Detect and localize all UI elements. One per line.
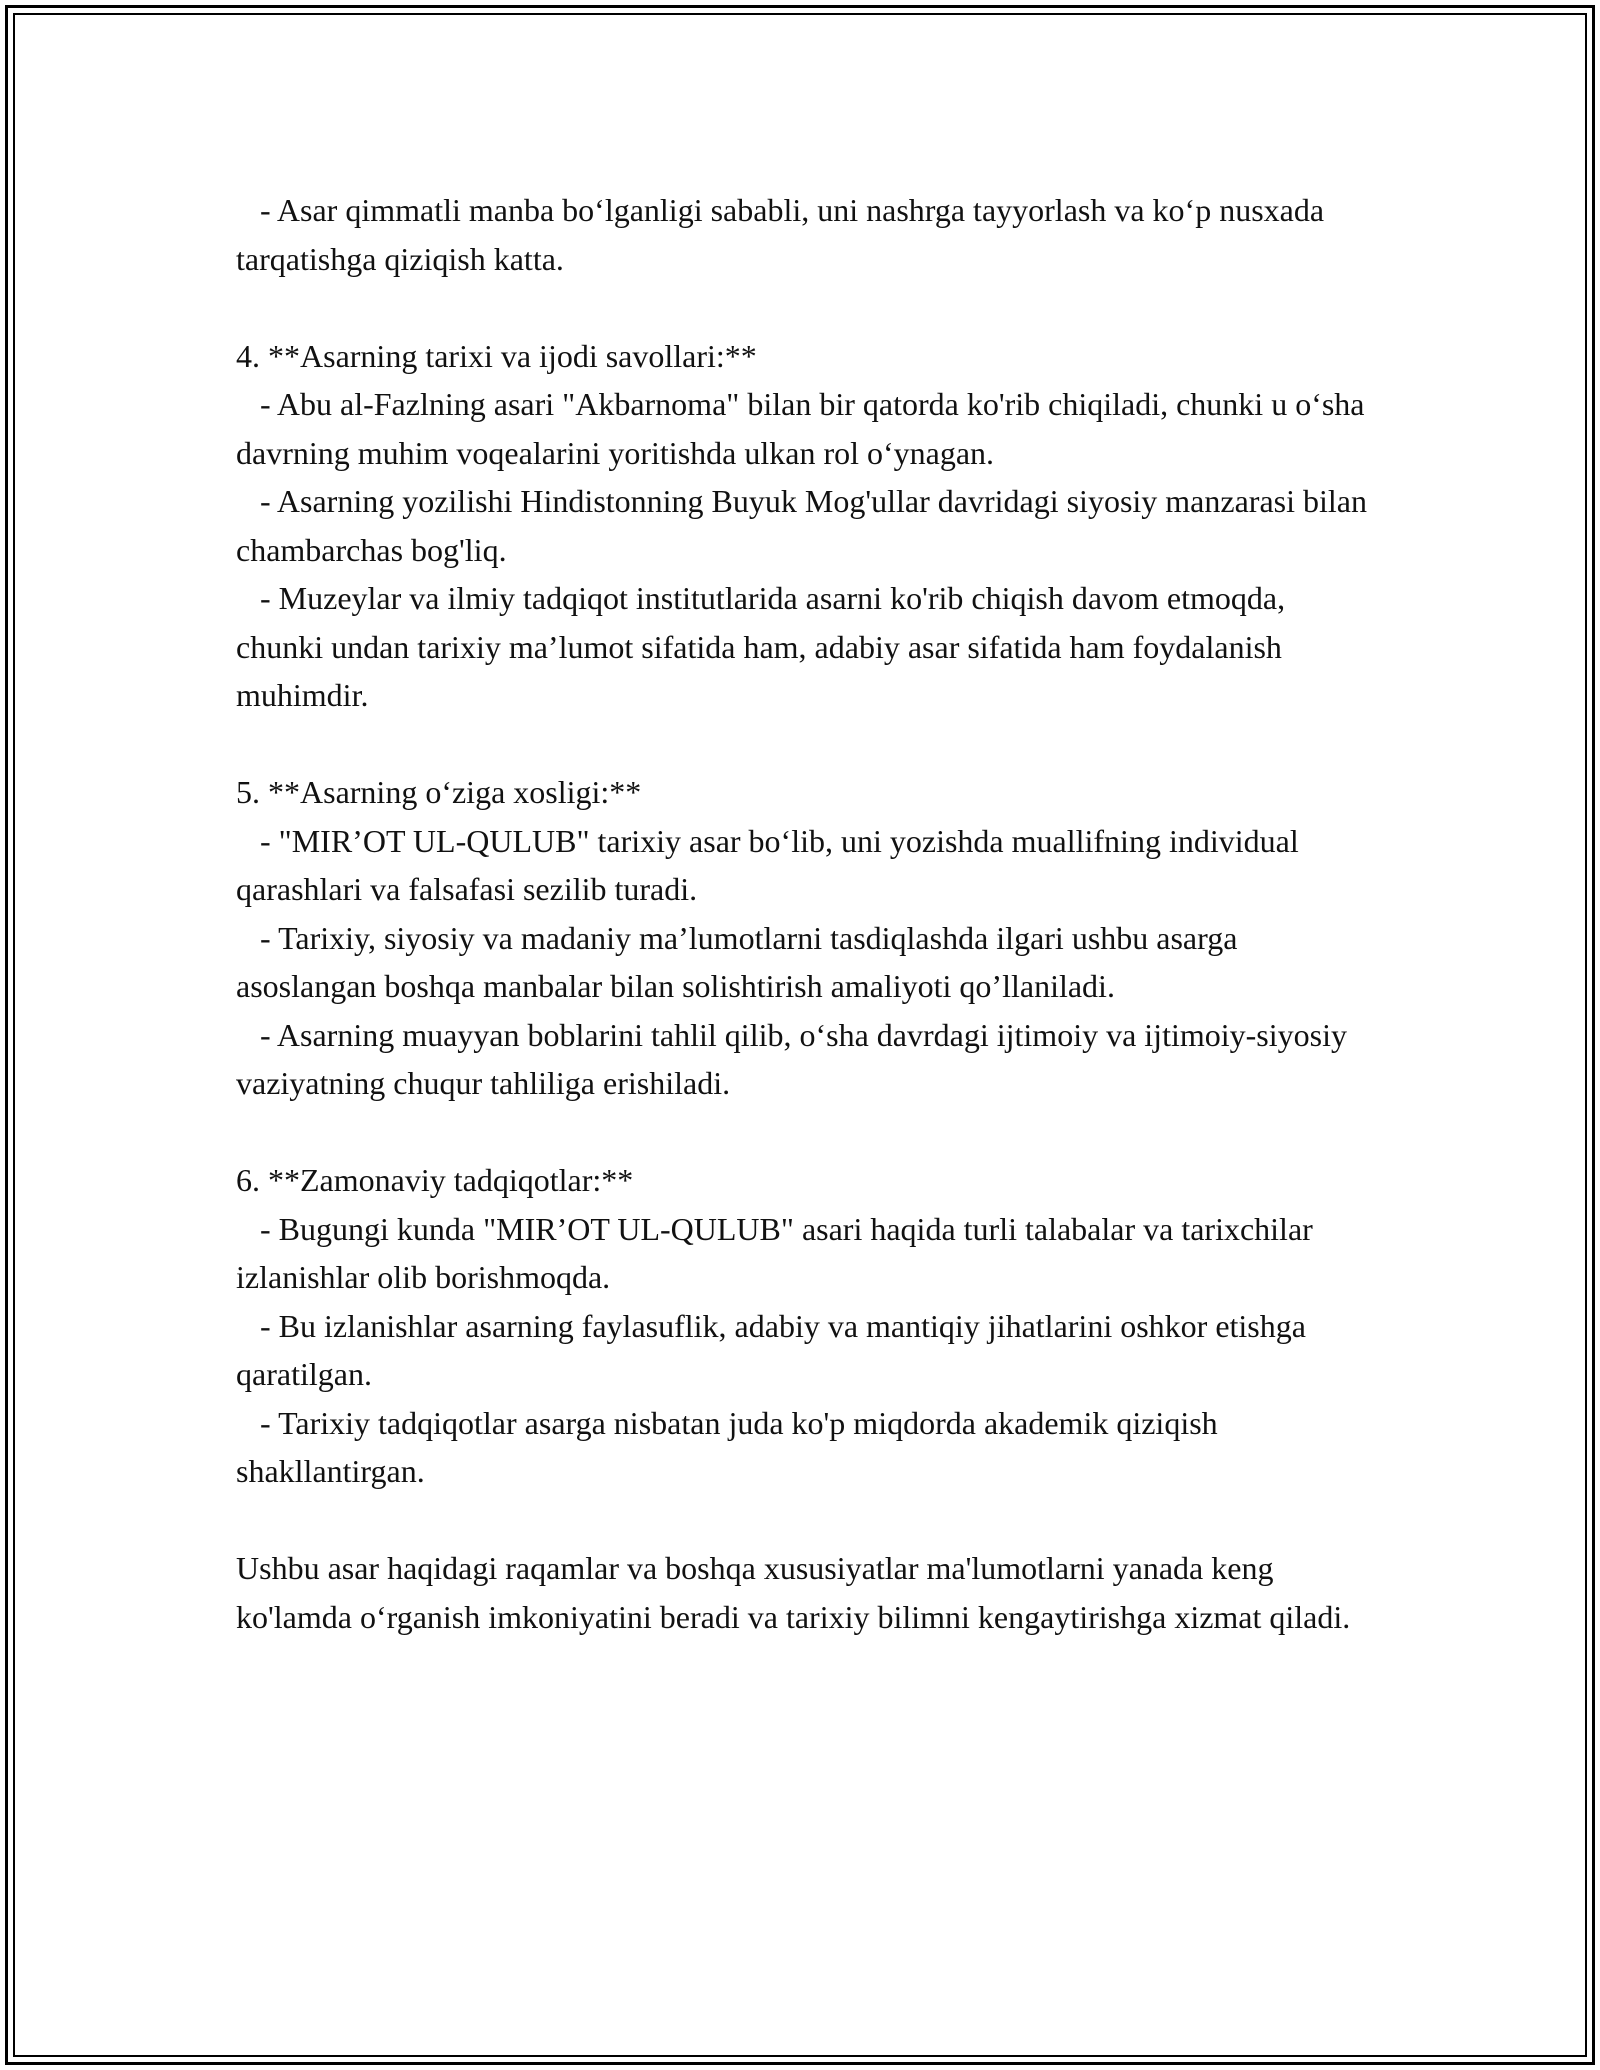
- bullet-item: - Bu izlanishlar asarning faylasuflik, adabiy va mantiqiy jihatlarini oshkor etishga qaratilgan.: [236, 1307, 1314, 1392]
- bullet-item: - "MIR’OT UL-QULUB" tarixiy asar bo‘lib, uni yozishda muallifning individual qarashlari va falsafasi sezilib turadi.: [236, 822, 1307, 907]
- section-4: [236, 332, 1376, 720]
- bullet-item: - Muzeylar va ilmiy tadqiqot institutlarida asarni ko'rib chiqish davom etmoqda, chunki undan tarixiy ma’lumot sifatida ham, adabiy asar sifatida ham foydalanish muhimdir.: [236, 580, 1294, 713]
- paragraph-gap: [236, 283, 1376, 332]
- bullet-item: - Asarning yozilishi Hindistonning Buyuk Mog'ullar davridagi siyosiy manzarasi bilan chambarchas bog'liq.: [236, 483, 1375, 568]
- bullet-item: - Tarixiy, siyosiy va madaniy ma’lumotlarni tasdiqlashda ilgari ushbu asarga asoslangan boshqa manbalar bilan solishtirish amaliyoti qo’llaniladi.: [236, 919, 1246, 1004]
- paragraph-gap: [236, 720, 1376, 769]
- section-5: [236, 768, 1376, 1108]
- bullet-item: - Asarning muayyan boblarini tahlil qilib, o‘sha davrdagi ijtimoiy va ijtimoiy-siyosiy vaziyatning chuqur tahliliga erishiladi.: [236, 1016, 1355, 1101]
- document-body: [236, 186, 1376, 1641]
- section-heading: 5. **Asarning o‘ziga xosligi:**: [236, 774, 642, 810]
- bullet-item: - Bugungi kunda "MIR’OT UL-QULUB" asari haqida turli talabalar va tarixchilar izlanishlar olib borishmoqda.: [236, 1210, 1321, 1295]
- conclusion-paragraph: Ushbu asar haqidagi raqamlar va boshqa xususiyatlar ma'lumotlarni yanada keng ko'lamda o‘rganish imkoniyatini beradi va tarixiy bilimni kengaytirishga xizmat qiladi.: [236, 1550, 1351, 1635]
- bullet-item: - Tarixiy tadqiqotlar asarga nisbatan juda ko'p miqdorda akademik qiziqish shakllantirgan.: [236, 1404, 1226, 1489]
- paragraph-gap: [236, 1496, 1376, 1545]
- bullet-item: - Abu al-Fazlning asari "Akbarnoma" bilan bir qatorda ko'rib chiqiladi, chunki u o‘sha davrning muhim voqealarini yoritishda ulkan rol o‘ynagan.: [236, 386, 1373, 471]
- intro-bullet: - Asar qimmatli manba bo‘lganligi sababli, uni nashrga tayyorlash va ko‘p nusxada tarqatishga qiziqish katta.: [236, 192, 1333, 277]
- section-heading: 4. **Asarning tarixi va ijodi savollari:**: [236, 337, 757, 374]
- section-heading: 6. **Zamonaviy tadqiqotlar:**: [236, 1162, 634, 1198]
- paragraph-gap: [236, 1108, 1376, 1157]
- section-6: [236, 1156, 1376, 1496]
